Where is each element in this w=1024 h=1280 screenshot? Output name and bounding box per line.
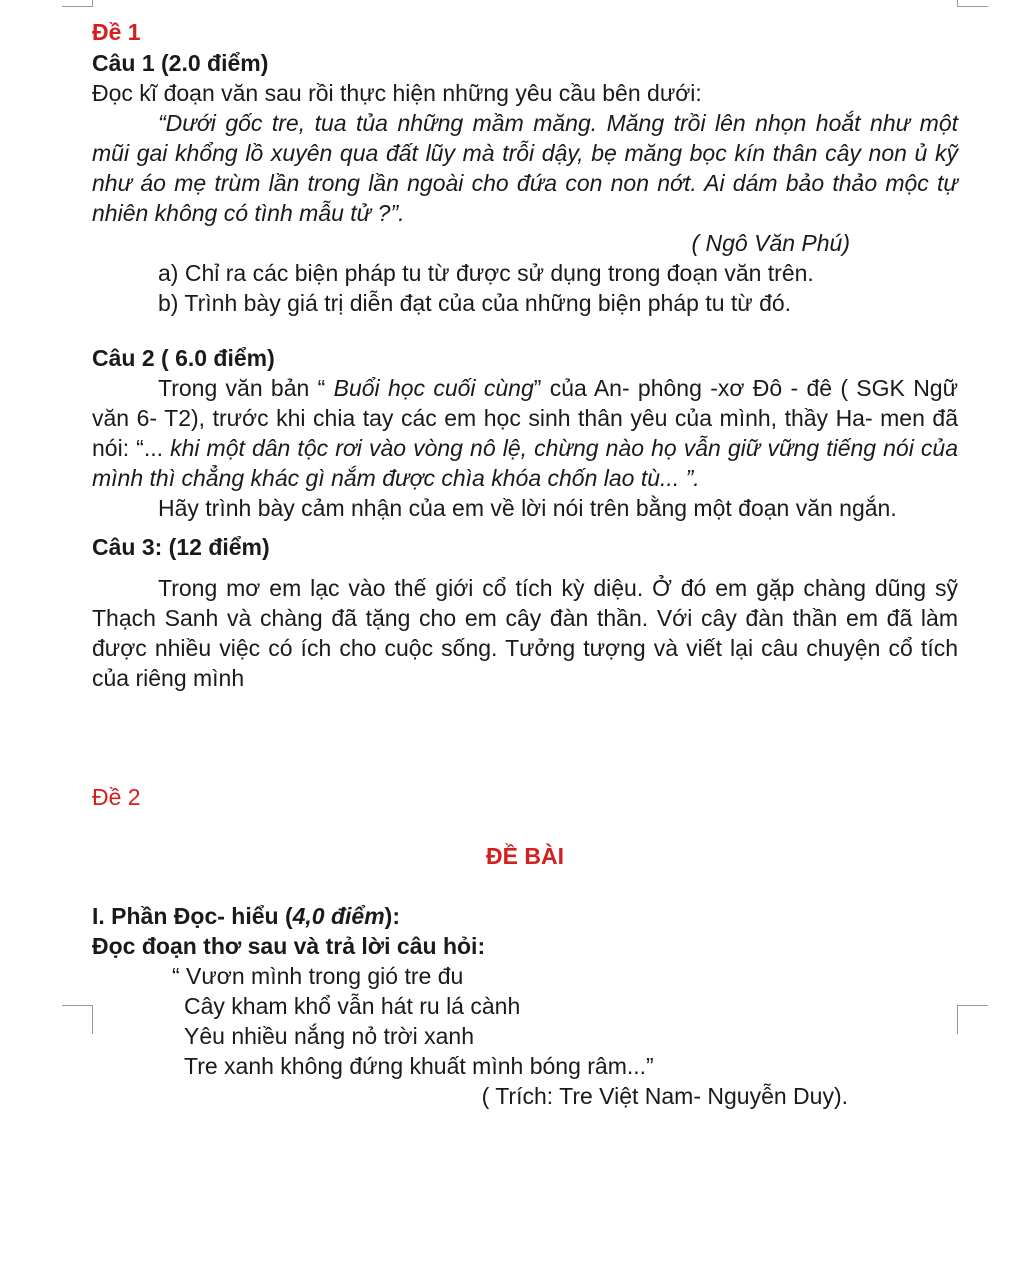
cau2-work-title: Buổi học cuối cùng [333,375,534,401]
poem [92,961,958,1081]
poem-source: ( Trích: Tre Việt Nam- Nguyễn Duy). [481,1083,848,1109]
poem-line: Cây kham khổ vẫn hát ru lá cành [184,993,521,1019]
cau1-passage: “Dưới gốc tre, tua tủa những mầm măng. Măng trồi lên nhọn hoắt như một mũi gai khổng lồ xuyên qua đất lũy mà trỗi dậy, bẹ măng bọc kín thân cây non ủ kỹ như áo mẹ trùm lần trong lần ngoài cho đứa con non nớt. Ai dám bảo thảo mộc tự nhiên không có tình mẫu tử ?”. [92,110,958,226]
cau1-question-a: a) Chỉ ra các biện pháp tu từ được sử dụng trong đoạn văn trên. [158,260,814,286]
part1-heading [92,901,958,931]
de1-title: Đề 1 [92,19,141,45]
cau1-source: ( Ngô Văn Phú) [691,230,850,256]
cau2-quote: khi một dân tộc rơi vào vòng nô lệ, chừng nào họ vẫn giữ vững tiếng nói của mình thì chẳng khác gì nắm được chìa khóa chốn lao tù... ”. [92,435,958,491]
page-corner-mark [957,0,988,7]
cau2-task: Hãy trình bày cảm nhận của em về lời nói trên bằng một đoạn văn ngắn. [158,495,897,521]
poem-line: Tre xanh không đứng khuất mình bóng râm...” [184,1053,654,1079]
cau1-heading: Câu 1 (2.0 điểm) [92,50,269,76]
de2-instruction: Đọc đoạn thơ sau và trả lời câu hỏi: [92,933,486,959]
cau2-paragraph [92,373,958,493]
cau2-text-a: Trong văn bản “ [158,375,334,401]
poem-line: Yêu nhiều nắng nỏ trời xanh [184,1023,475,1049]
page-corner-mark [957,1005,988,1034]
de-bai-heading: ĐỀ BÀI [486,843,564,869]
cau1-question-b: b) Trình bày giá trị diễn đạt của của những biện pháp tu từ đó. [158,290,792,316]
cau3-heading: Câu 3: (12 điểm) [92,534,270,560]
page-corner-mark [62,1005,93,1034]
poem-line: “ Vươn mình trong gió tre đu [172,963,464,989]
part1-score: 4,0 điểm [292,903,385,929]
cau1-instruction: Đọc kĩ đoạn văn sau rồi thực hiện những yêu cầu bên dưới: [92,80,702,106]
de2-title: Đề 2 [92,784,141,810]
page-corner-mark [62,0,93,7]
part1-heading-a: I. Phần Đọc- hiểu ( [92,903,293,929]
part1-heading-b: ): [384,903,400,929]
document-page [92,15,958,1111]
cau2-heading: Câu 2 ( 6.0 điểm) [92,345,275,371]
cau2-text-b: ” của An- phông -xơ Đô - đê ( SGK Ngữ văn 6- T2), trước khi chia tay các em học sinh thân yêu của mình, thầy Ha- men đã nói: “... [92,375,958,461]
cau3-body: Trong mơ em lạc vào thế giới cổ tích kỳ diệu. Ở đó em gặp chàng dũng sỹ Thạch Sanh và chàng đã tặng cho em cây đàn thần. Với cây đàn thần em đã làm được nhiều việc có ích cho cuộc sống. Tưởng tượng và viết lại câu chuyện cổ tích của riêng mình [92,575,958,691]
